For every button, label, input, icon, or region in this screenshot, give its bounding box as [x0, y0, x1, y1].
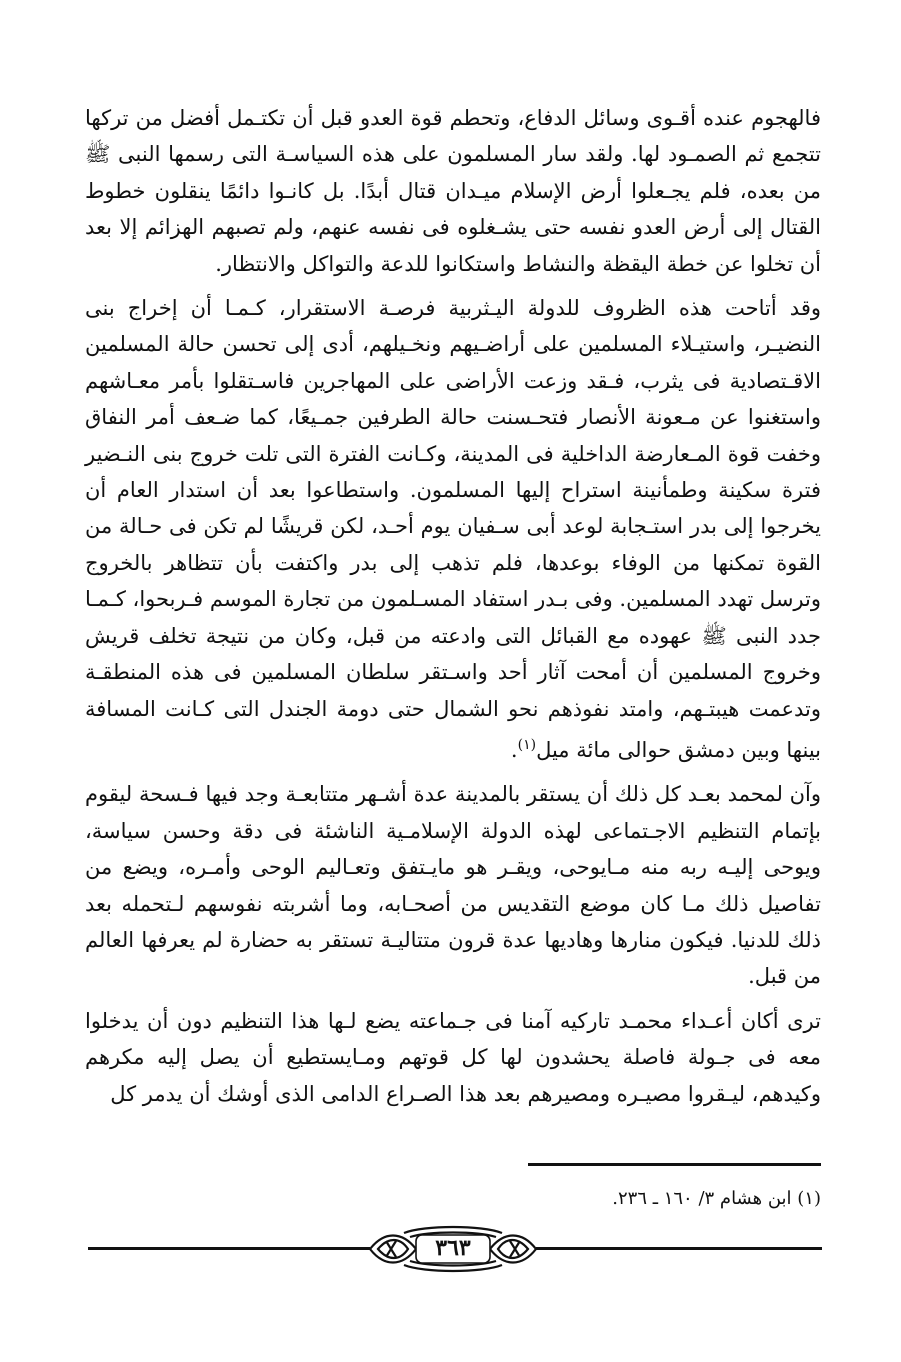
- paragraph-2: [85, 290, 821, 768]
- footer-rule-left: [88, 1247, 370, 1250]
- body-text: [85, 100, 821, 1120]
- footnote-text: (١) ابن هشام ٣/ ١٦٠ ـ ٢٣٦.: [612, 1188, 821, 1209]
- paragraph-2-text: وقد أتاحت هذه الظروف للدولة اليـثربية فرصـة الاستقرار، كـمـا أن إخراج بنى النضيـر، واستيـلاء المسلمين على أراضـيهم ونخـيلهم، أدى إلى تحسن حالة المسلمين الاقـتصادية فى يثرب، فـقد وزعت الأراضى على المهاجرين فاسـتقلوا بأمر معـاشهم واستغنوا عن مـعونة الأنصار فتحـسنت حالة الطرفين جمـيعًا، كما ضـعف أمر النفاق وخفت قوة المـعارضة الداخلية فى المدينة، وكـانت الفترة التى تلت خروج بنى النـضير فترة سكينة وطمأنينة استراح إليها المسلمون. واستطاعوا بعد أن استدار العام أن يخرجوا إلى بدر استـجابة لوعد أبى سـفيان يوم أحـد، لكن قريشًا لم تكن فى حـالة من القوة تمكنها من الوفاء بوعدها، فلم تذهب إلى بدر واكتفت بأن تتظاهر بالخروج وترسل تهدد المسلمين. وفى بـدر استفاد المسـلمون من تجارة الموسم فـربحوا، كـمـا جدد النبى ﷺ عهوده مع القبائل التى وادعته من قبل، وكان من نتيجة تخلف قريش وخروج المسلمين أن أمحت آثار أحد واسـتقر سلطان المسلمين فى هذه المنطقـة وتدعمت هيبتـهم، وامتد نفوذهم نحو الشمال حتى دومة الجندل التى كـانت المسافة بينها وبين دمشق حوالى مائة ميل: [85, 296, 821, 762]
- footnote-reference[interactable]: (١): [517, 736, 537, 753]
- paragraph-1: فالهجوم عنده أقـوى وسائل الدفاع، وتحطم قوة العدو قبل أن تكتـمل أفضل من تركها تتجمع ثم الصمـود لها. ولقد سار المسلمون على هذه السياسـة التى رسمها النبى ﷺ من بعده، فلم يجـعلوا أرض الإسلام ميـدان قتال أبدًا. بل كانـوا دائمًا ينقلون خطوط القتال إلى أرض العدو نفسه حتى يشـغلوه فى نفسه عنهم، ولم تصبهم الهزائم إلا بعد أن تخلوا عن خطة اليقظة والنشاط واستكانوا للدعة والتواكل والانتظار.: [85, 106, 821, 276]
- paragraph-3: وآن لمحمد بعـد كل ذلك أن يستقر بالمدينة عدة أشـهر متتابعـة وجد فيها فـسحة ليقوم بإتمام التنظيم الاجـتماعى لهذه الدولة الإسلامـية الناشئة فى دقة وحسن سياسة، ويوحى إليـه ربه منه مـايوحى، ويقـر هو مايـتفق وتعـاليم الوحى وأمـره، ويضع من تفاصيل ذلك مـا كان موضع التقديس من أصحـابه، وما أشربته نفوسهم لـتحمله بعد ذلك للدنيا. فيكون منارها وهاديها عدة قرون متتاليـة تستقر به حضارة لم يعرفها العالم من قبل.: [85, 782, 821, 989]
- paragraph-2-end: .: [510, 737, 518, 762]
- paragraph-4: ترى أكان أعـداء محمـد تاركيه آمنا فى جـماعته يضع لـها هذا التنظيم دون أن يدخلوا معه فى جـولة فاصلة يحشدون لها كل قوتهم ومـايستطيع أن يصل إليه مكرهم وكيدهم، ليـقروا مصيـره ومصيرهم بعد هذا الصـراع الدامى الذى أوشك أن يدمر كل: [85, 1008, 821, 1106]
- page-number: ٣٦٣: [435, 1235, 471, 1261]
- footnote-separator: [528, 1163, 821, 1166]
- footer-rule-right: [536, 1247, 822, 1250]
